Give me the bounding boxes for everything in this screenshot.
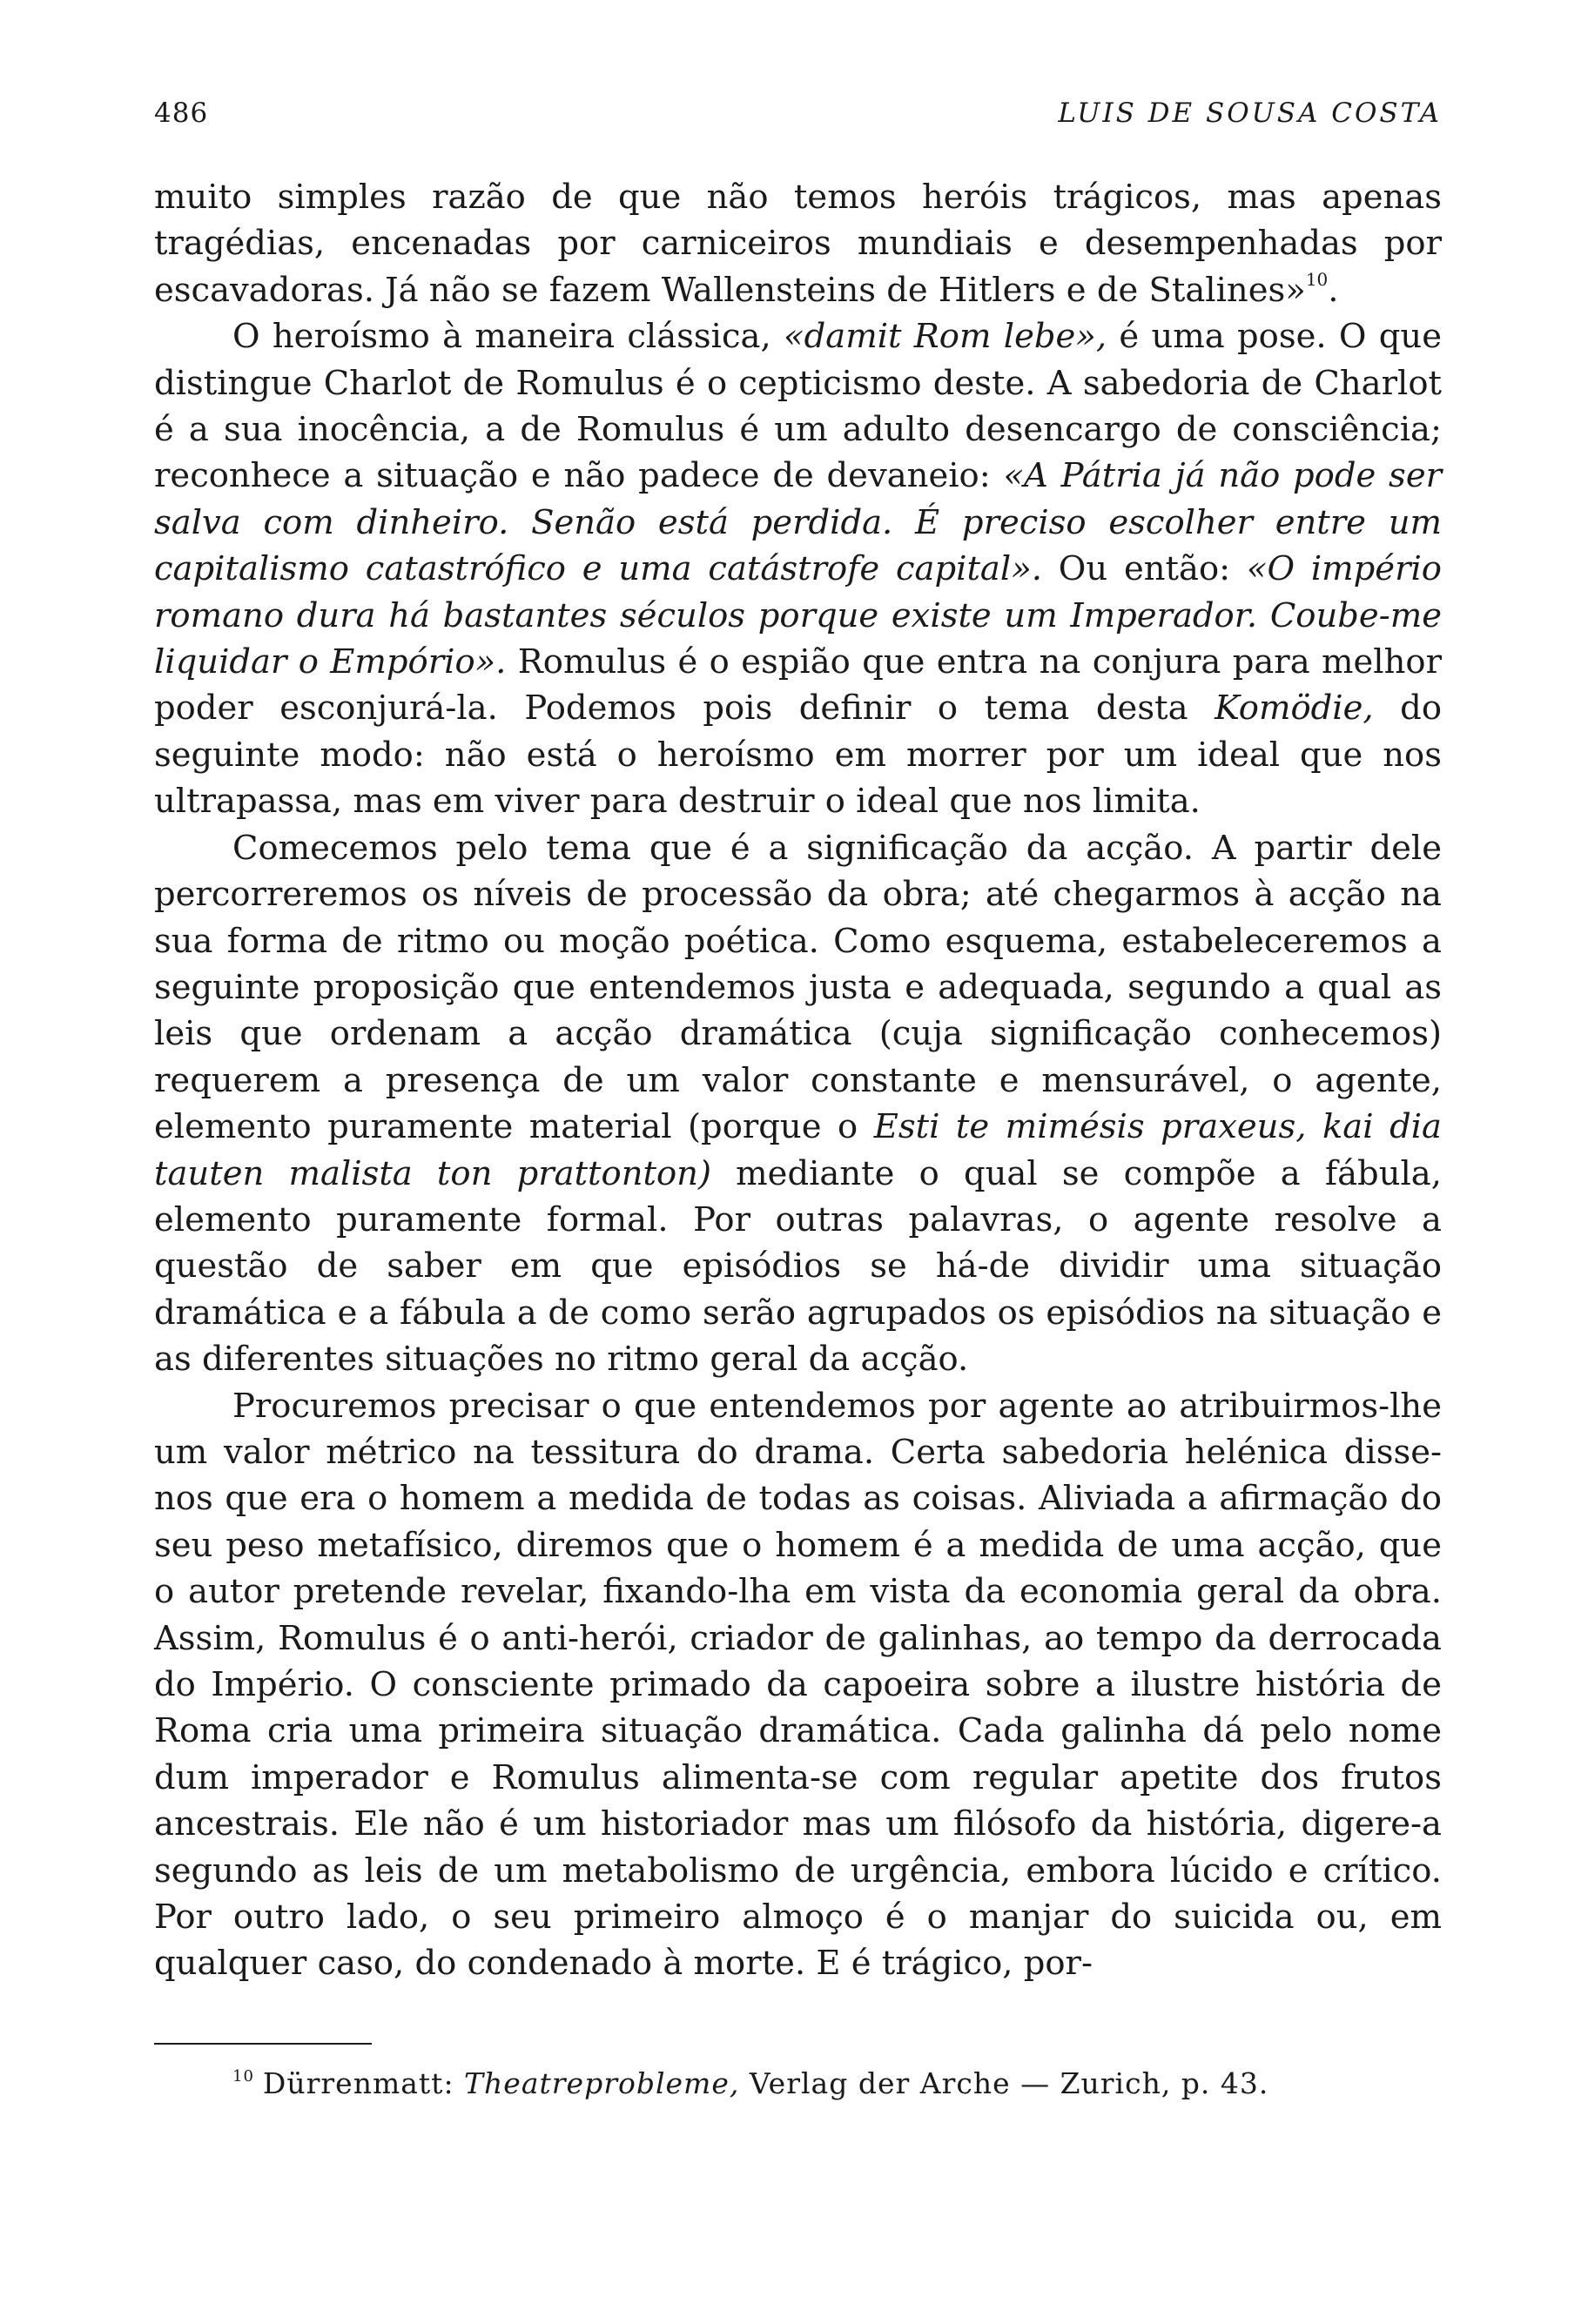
page-number: 486 (154, 97, 209, 129)
italic-text: «damit Rom lebe», (784, 317, 1107, 357)
paragraph (154, 1383, 1442, 1987)
text-run: mediante o qual se compõe a fábula, elemento puramente formal. Por outras palavras, o agente resolve a questão de saber em que episódios se há-de dividir uma situação dramática e a fábula a de como serão agrupados os episódios na situação e as diferentes situações no ritmo geral da acção. (154, 1153, 1442, 1380)
text-run: Procuremos precisar o que entendemos por agente ao atribuirmos-lhe um valor métrico na tessitura do drama. Certa sabedoria helénica disse-nos que era o homem a medida de todas as coisas. Aliviada a afirmação do seu peso metafísico, diremos que o homem é a medida de uma acção, que o autor pretende revelar, fixando-lha em vista da economia geral da obra. Assim, Romulus é o anti-herói, criador de galinhas, ao tempo da derrocada do Império. O consciente primado da capoeira sobre a ilustre história de Roma cria uma primeira situação dramática. Cada galinha dá pelo nome dum imperador e Romulus alimenta-se com regular apetite dos frutos ancestrais. Ele não é um historiador mas um filósofo da história, digere-a segundo as leis de um metabolismo de urgência, embora lúcido e crítico. Por outro lado, o seu primeiro almoço é o manjar do suicida ou, em qualquer caso, do condenado à morte. E é trágico, por- (154, 1386, 1442, 1984)
text-run: do seguinte modo: não está o heroísmo em morrer por um ideal que nos ultrapassa, mas em viver para destruir o ideal que nos limita. (154, 688, 1443, 822)
running-title: LUIS DE SOUSA COSTA (1058, 97, 1442, 129)
paragraph (154, 174, 1442, 313)
paragraph (154, 313, 1442, 824)
footnote (154, 2065, 1442, 2103)
text-run: O heroísmo à maneira clássica, (232, 317, 784, 357)
footnote-reference: 10 (1305, 268, 1329, 290)
text-run: é uma pose. O que distingue Charlot de Romulus é o cepticismo deste. A sabedoria de Charlot é a sua inocência, a de Romulus é um adulto desencargo de consciência; reconhece a situação e não padece de devaneio: (154, 317, 1443, 496)
text-run: Romulus é o espião que entra na conjura para melhor poder esconjurá-la. Podemos pois definir o tema desta (154, 642, 1443, 729)
footnote-rest: Verlag der Arche — Zurich, p. 43. (739, 2066, 1269, 2100)
text-run: muito simples razão de que não temos heróis trágicos, mas apenas tragédias, encenadas por carniceiros mundiais e desempenhadas por escavadoras. Já não se fazem Wallensteins de Hitlers e de Stalines» (154, 178, 1442, 310)
italic-text: «A Pátria já não pode ser salva com dinheiro. Senão está perdida. É preciso escolher entre um capitalismo catastrófico e uma catástrofe capital». (154, 456, 1443, 589)
italic-text: «O império romano dura há bastantes séculos porque existe um Imperador. Coube-me liquidar o Empório». (154, 549, 1442, 682)
text-run: Comecemos pelo tema que é a significação da acção. A partir dele percorreremos os níveis de processão da obra; até chegarmos à acção na sua forma de ritmo ou moção poética. Como esquema, estabeleceremos a seguinte proposição que entendemos justa e adequada, segundo a qual as leis que ordenam a acção dramática (cuja significação conhecemos) requerem a presença de um valor constante e mensurável, o agente, elemento puramente material (porque o (154, 828, 1442, 1147)
text-run: Ou então: (1042, 549, 1247, 589)
paragraph (154, 825, 1442, 1383)
running-head (154, 97, 1442, 129)
footnote-number: 10 (232, 2067, 254, 2086)
italic-text: Esti te mimésis praxeus, kai dia tauten malista ton prattonton) (154, 1107, 1442, 1193)
footnote-author: Dürrenmatt: (262, 2066, 465, 2100)
italic-text: Komödie, (1215, 688, 1374, 729)
footnote-rule (154, 2043, 372, 2045)
text-run: . (1328, 270, 1339, 310)
footnote-title: Theatreprobleme, (464, 2066, 740, 2100)
body-text (154, 174, 1442, 1987)
